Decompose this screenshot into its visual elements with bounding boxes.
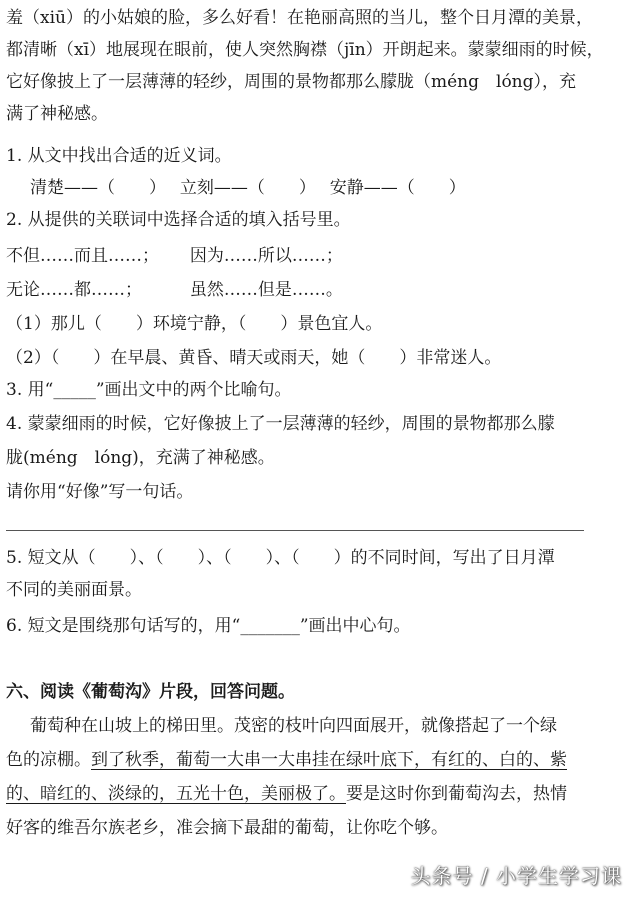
passage-line-4: 满了神秘感。: [6, 104, 108, 124]
conjunction-options-2: 无论……都……； 虽然……但是……。: [6, 280, 343, 300]
question-5-line-2: 不同的美丽面景。: [6, 580, 142, 600]
question-2-item-1: （1）那儿（ ）环境宁静，（ ）景色宜人。: [6, 314, 383, 334]
underlined-sentence: 到了秋季，葡萄一大串一大串挂在绿叶底下，有红的、白的、紫: [91, 750, 567, 770]
passage-line-3: 它好像披上了一层薄薄的轻纱，周围的景物都那么朦胧（méng lóng），充: [6, 72, 577, 92]
question-5-line-1: 5. 短文从（ ）、（ ）、（ ）、（ ）的不同时间，写出了日月潭: [6, 548, 555, 568]
question-3: 3. 用“_____”画出文中的两个比喻句。: [6, 380, 292, 400]
passage-line-2: 都清晰（xī）地展现在眼前，使人突然胸襟（jīn）开朗起来。蒙蒙细雨的时候，: [6, 40, 604, 60]
conjunction-options-1: 不但……而且……； 因为……所以……；: [6, 246, 343, 266]
question-4-line-1: 4. 蒙蒙细雨的时候，它好像披上了一层薄薄的轻纱，周围的景物都那么朦: [6, 414, 555, 434]
question-1-blanks: 清楚——（ ） 立刻——（ ） 安静——（ ）: [30, 178, 466, 198]
grape-passage-text: 色的凉棚。: [6, 750, 91, 770]
answer-writing-line: [6, 530, 584, 531]
question-2: 2. 从提供的关联词中选择合适的填入括号里。: [6, 210, 351, 230]
passage-line-1: 羞（xiū）的小姑娘的脸，多么好看！在艳丽高照的当儿，整个日月潭的美景，: [6, 8, 593, 28]
question-2-item-2: （2）（ ）在早晨、黄昏、晴天或雨天，她（ ）非常迷人。: [6, 348, 502, 368]
grape-passage-line-1: 葡萄种在山坡上的梯田里。茂密的枝叶向四面展开，就像搭起了一个绿: [30, 716, 557, 736]
question-4-line-2: 胧(méng lóng)，充满了神秘感。: [6, 448, 275, 468]
grape-passage-line-3: [6, 782, 632, 806]
underlined-sentence-end: 的、暗红的、淡绿的，五光十色，美丽极了。: [6, 784, 346, 804]
grape-passage-line-4: 好客的维吾尔族老乡，准会摘下最甜的葡萄，让你吃个够。: [6, 818, 448, 838]
question-1: 1. 从文中找出合适的近义词。: [6, 146, 232, 166]
question-4-prompt: 请你用“好像”写一句话。: [6, 482, 194, 502]
section-title: 六、阅读《葡萄沟》片段，回答问题。: [6, 682, 295, 702]
grape-passage-text: 要是这时你到葡萄沟去，热情: [346, 784, 567, 804]
grape-passage-line-2: [6, 748, 632, 772]
question-6: 6. 短文是围绕那句话写的，用“_______”画出中心句。: [6, 616, 411, 636]
watermark-logo: 头条号 / 小学生学习课: [410, 864, 622, 888]
